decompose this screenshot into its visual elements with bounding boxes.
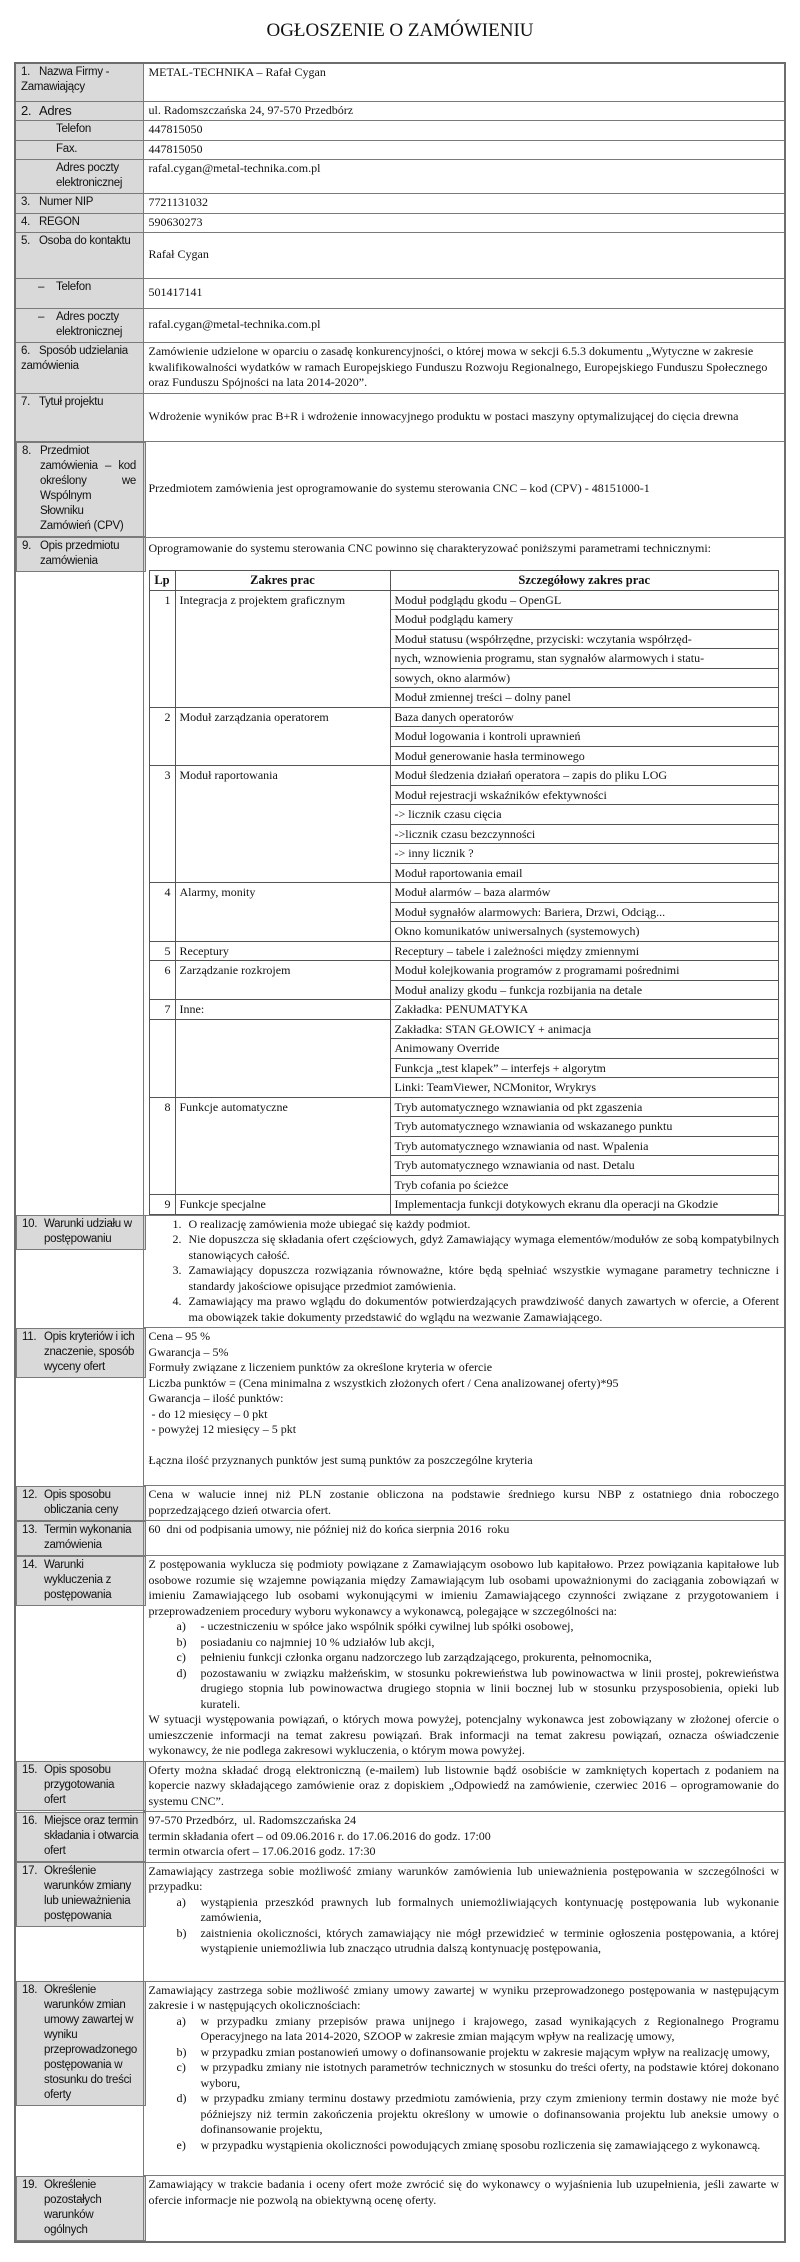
row-contract-changes xyxy=(15,1981,785,2176)
criteria-line: Gwarancja – ilość punktów: xyxy=(148,1391,284,1405)
dash-marker: – xyxy=(38,311,45,323)
row-address xyxy=(15,101,785,121)
label-text: Termin wykonania zamówienia xyxy=(44,1523,132,1551)
scope-lp: 8 xyxy=(149,1097,175,1195)
value-change-conditions xyxy=(143,1862,785,1981)
item-text: w przypadku zmian postanowień umowy o dofinansowanie projektu w zakresie mającym wpływ na realizację umowy, xyxy=(200,2044,770,2059)
label-submission-place xyxy=(16,1812,146,1862)
label-contact-person xyxy=(15,233,143,279)
scope-detail: Moduł podglądu gkodu – OpenGL xyxy=(390,590,779,610)
row-submission-place xyxy=(15,1812,785,1863)
label-contact-phone xyxy=(15,279,143,309)
label-text: Nazwa Firmy - Zamawiający xyxy=(21,66,110,93)
scope-detail: Okno komunikatów uniwersalnych (systemowych) xyxy=(390,922,779,942)
row-number: 4. xyxy=(21,215,30,228)
criteria-line: Gwarancja – 5% xyxy=(148,1344,229,1359)
scope-table-row xyxy=(149,590,779,610)
condition-item: 1. O realizację zamówienia może ubiegać się każdy podmiot. xyxy=(185,1217,780,1233)
label-line: Adres poczty xyxy=(56,162,119,174)
row-contact-person xyxy=(15,233,785,279)
row-number: 14. xyxy=(22,1558,38,1571)
item-text: w przypadku zmiany przepisów prawa unijnego i krajowego, zasad wynikających z Regionalnego Programu Operacyjnego na lata 2014-2020, SZOOP w zakresie zmian mającym wpływ na realizację umowy, xyxy=(200,2013,779,2043)
scope-table-row xyxy=(149,766,779,786)
row-participation-conditions xyxy=(15,1215,785,1328)
page-title: OGŁOSZENIE O ZAMÓWIENIU xyxy=(266,20,534,41)
label-text: Numer NIP xyxy=(39,196,94,208)
contract-changes-list xyxy=(149,2014,780,2154)
label-text: Sposób udzielania zamówienia xyxy=(21,345,128,372)
value-company-name: METAL-TECHNIKA – Rafał Cygan xyxy=(143,63,785,101)
submission-line: 97-570 Przedbórz, ul. Radomszczańska 24 xyxy=(148,1813,357,1827)
scope-detail: Moduł analizy gkodu – funkcja rozbijania na detale xyxy=(390,980,779,1000)
contract-change-item xyxy=(176,2044,780,2061)
exclusion-item xyxy=(176,1665,780,1713)
label-text: Opis sposobu przygotowania ofert xyxy=(44,1764,115,1806)
criteria-line: Liczba punktów = (Cena minimalna z wszystkich złożonych ofert / Cena analizowanej oferty)*95 xyxy=(148,1375,619,1390)
scope-detail: Tryb cofania po ścieżce xyxy=(390,1175,779,1195)
scope-detail: Zakładka: STAN GŁOWICY + animacja xyxy=(390,1019,779,1039)
scope-detail: Moduł śledzenia działań operatora – zapis do pliku LOG xyxy=(390,766,779,786)
label-text: Opis przedmiotu zamówienia xyxy=(40,540,120,567)
scope-detail: -> licznik czasu cięcia xyxy=(390,805,779,825)
label-contact-email xyxy=(15,309,143,343)
label-price-calc xyxy=(16,1486,146,1521)
item-marker: e) xyxy=(176,2137,186,2152)
scope-table-row xyxy=(149,1195,779,1215)
scope-lp: 9 xyxy=(149,1195,175,1215)
label-deadline xyxy=(16,1521,146,1556)
scope-lp: 7 xyxy=(149,1000,175,1020)
scope-detail: Moduł alarmów – baza alarmów xyxy=(390,883,779,903)
scope-lp: 2 xyxy=(149,707,175,766)
scope-table-row xyxy=(149,1000,779,1020)
label-text: Warunki wykluczenia z postępowania xyxy=(44,1558,112,1601)
label-text: Adres xyxy=(39,102,72,118)
scope-detail: nych, wznowienia programu, stan sygnałów alarmowych i statu- xyxy=(390,649,779,669)
row-number: 11. xyxy=(22,1330,37,1343)
scope-detail: Tryb automatycznego wznawiania od pkt zgaszenia xyxy=(390,1097,779,1117)
scope-table-row xyxy=(149,1019,779,1039)
exclusion-outro: W sytuacji występowania powiązań, o których mowa powyżej, potencjalny wykonawca jest zobowiązany w złożonej ofercie o umieszczenie informacji na temat zakresu powiązań. Brak informacji na temat zakresu powiązań, oznacza oświadczenie wykonawcy, że nie podlega zakresowi wykluczenia, o którym mowa powyżej. xyxy=(148,1712,779,1757)
label-other-conditions xyxy=(16,2176,146,2241)
row-price-calc xyxy=(15,1486,785,1521)
scope-table-row xyxy=(149,707,779,727)
item-marker: c) xyxy=(176,1650,186,1664)
value-contact-email[interactable] xyxy=(143,309,785,343)
item-marker: d) xyxy=(176,2091,187,2105)
value-project-title: Wdrożenie wyników prac B+R i wdrożenie innowacyjnego produktu w postaci maszyny optymalizującej do cięcia drewna xyxy=(143,393,785,441)
row-award-method xyxy=(15,343,785,394)
item-marker: a) xyxy=(176,1619,186,1633)
item-text: pełnieniu funkcji członka organu nadzorczego lub zarządzającego, prokurenta, pełnomocnika, xyxy=(200,1650,652,1664)
scope-detail: ->licznik czasu bezczynności xyxy=(390,824,779,844)
submission-line: termin składania ofert – od 09.06.2016 r. do 17.06.2016 do godz. 17:00 xyxy=(148,1828,491,1843)
exclusion-list xyxy=(149,1619,780,1712)
value-participation-conditions xyxy=(143,1215,785,1328)
scope-table-row xyxy=(149,941,779,961)
label-text: Określenie warunków zmiany lub unieważnienia postępowania xyxy=(44,1865,131,1922)
row-nip xyxy=(15,194,785,214)
value-exclusion xyxy=(143,1556,785,1762)
item-text: pozostawaniu w związku małżeńskim, w stosunku pokrewieństwa lub powinowactwa w linii prostej, pokrewieństwa drugiego stopnia lub powinowactwa drugiego stopnia w linii bocznej lub w stosunku przysposobienia, opieki lub kurateli. xyxy=(200,1665,779,1711)
row-number: 9. xyxy=(22,540,31,552)
row-subject-cpv xyxy=(15,441,785,537)
row-number: 10. xyxy=(22,1218,38,1230)
criteria-line: - powyżej 12 miesięcy – 5 pkt xyxy=(148,1422,297,1436)
row-number: 8. xyxy=(22,444,31,457)
row-number: 17. xyxy=(22,1865,38,1877)
label-criteria xyxy=(16,1328,146,1378)
label-email xyxy=(15,160,143,194)
row-fax xyxy=(15,140,785,160)
label-text: Miejsce oraz termin składania i otwarcia ofert xyxy=(44,1814,139,1857)
scope-detail: Moduł zmiennej treści – dolny panel xyxy=(390,688,779,708)
row-number: 1. xyxy=(21,66,30,78)
scope-detail: Receptury – tabele i zależności między zmiennymi xyxy=(390,941,779,961)
row-number: 19. xyxy=(22,2178,38,2191)
email-link[interactable]: rafal.cygan@metal-technika.com.pl xyxy=(148,317,321,332)
scope-detail: Moduł logowania i kontroli uprawnień xyxy=(390,727,779,747)
scope-lp: 3 xyxy=(149,766,175,883)
value-price-calc: Cena w walucie innej niż PLN zostanie obliczona na podstawie średniego kursu NBP z ostatniego dnia roboczego poprzedzającego dzień otwarcia ofert. xyxy=(143,1486,785,1521)
label-award-method xyxy=(15,343,143,394)
value-email[interactable] xyxy=(143,160,785,194)
change-intro: Zamawiający zastrzega sobie możliwość zmiany warunków zamówienia lub unieważnienia postępowania w szczególności w przypadku: xyxy=(148,1863,779,1893)
scope-detail: Moduł kolejkowania programów z programami pośrednimi xyxy=(390,961,779,981)
value-contact-person: Rafał Cygan xyxy=(143,233,785,279)
description-intro: Oprogramowanie do systemu sterowania CNC powinno się charakteryzować poniższymi parametrami technicznymi: xyxy=(148,540,711,555)
item-marker: b) xyxy=(176,2044,187,2059)
label-nip xyxy=(15,194,143,214)
change-list xyxy=(149,1895,780,1957)
exclusion-item xyxy=(176,1619,780,1635)
label-text: Warunki udziału w postępowaniu xyxy=(44,1218,132,1245)
row-project-title xyxy=(15,393,785,441)
row-phone xyxy=(15,121,785,141)
scope-detail: sowych, okno alarmów) xyxy=(390,668,779,688)
scope-detail: -> inny licznik ? xyxy=(390,844,779,864)
item-text: w przypadku zmiany nie istotnych parametrów technicznych w stosunku do treści oferty, na podstawie której dokonano wyboru, xyxy=(200,2060,779,2090)
contract-change-item xyxy=(176,2091,780,2138)
row-number: 3. xyxy=(21,196,30,208)
label-text: Telefon xyxy=(56,281,91,293)
scope-detail: Implementacja funkcji dotykowych ekranu dla operacji na Gkodzie xyxy=(390,1195,779,1215)
label-text: Tytuł projektu xyxy=(39,395,104,408)
header-lp: Lp xyxy=(149,571,175,591)
value-nip: 7721131032 xyxy=(143,194,785,214)
scope-detail: Zakładka: PENUMATYKA xyxy=(390,1000,779,1020)
value-offer-preparation: Oferty można składać drogą elektroniczną (e-mailem) lub listownie bądź osobiście w zamkniętych kopertach z podaniem na kopercie nazwy składającego zamówienie oraz z dopiskiem „Odpowiedź na zamówienie, czerwiec 2016 – oprogramowanie do systemu CNC”. xyxy=(143,1761,785,1812)
scope-name: Funkcje specjalne xyxy=(175,1195,390,1215)
scope-lp: 1 xyxy=(149,590,175,707)
item-marker: b) xyxy=(176,1634,187,1649)
scope-name: Moduł zarządzania operatorem xyxy=(175,707,390,766)
item-marker: d) xyxy=(176,1665,187,1680)
scope-lp: 6 xyxy=(149,961,175,1000)
value-other-conditions: Zamawiający w trakcie badania i oceny ofert może zwrócić się do wykonawcy o wyjaśnienia lub uzupełnienia, jeśli zawarte w ofercie informacje nie pozwolą na obiektywną ocenę oferty. xyxy=(143,2176,785,2242)
scope-detail: Funkcja „test klapek” – interfejs + algorytm xyxy=(390,1058,779,1078)
row-change-conditions xyxy=(15,1862,785,1981)
item-marker: c) xyxy=(176,2060,186,2074)
value-deadline: 60 dni od podpisania umowy, nie później niż do końca sierpnia 2016 roku xyxy=(143,1521,785,1556)
row-company-name xyxy=(15,63,785,101)
value-phone: 447815050 xyxy=(143,121,785,141)
scope-table-row xyxy=(149,1097,779,1117)
scope-table-row xyxy=(149,961,779,981)
scope-detail: Tryb automatycznego wznawiania od nast. Detalu xyxy=(390,1156,779,1176)
item-text: wystąpienia przeszkód prawnych lub formalnych uniemożliwiających kontynuację postępowania lub wykonanie zamówienia, xyxy=(200,1894,779,1924)
label-company-name xyxy=(15,63,143,101)
row-number: 18. xyxy=(22,1984,38,1996)
label-text: Adres poczty xyxy=(56,311,119,323)
scope-name: Integracja z projektem graficznym xyxy=(175,590,390,707)
label-text: Przedmiot zamówienia – kod określony we Wspólnym Słowniku Zamówień (CPV) xyxy=(40,444,136,532)
row-number: 7. xyxy=(21,395,30,408)
change-item xyxy=(176,1925,780,1957)
contract-change-item xyxy=(176,2137,780,2154)
condition-item: 2. Nie dopuszcza się składania ofert częściowych, gdyż Zamawiający wymaga elementów/modułów ze sobą kompatybilnych stanowiących całość. xyxy=(185,1232,780,1263)
scope-name: Zarządzanie rozkrojem xyxy=(175,961,390,1000)
scope-name: Alarmy, monity xyxy=(175,883,390,942)
value-subject-cpv: Przedmiotem zamówienia jest oprogramowanie do systemu sterowania CNC – kod (CPV) - 48151000-1 xyxy=(143,441,785,537)
row-contact-email xyxy=(15,309,785,343)
item-text: zaistnienia okoliczności, których zamawiający nie mógł przewidzieć w terminie ogłoszenia postępowania, a której wystąpienie uniemożliwia lub znacząco utrudnia dalszą kontynuację postępowania, xyxy=(200,1925,779,1955)
conditions-list xyxy=(149,1217,780,1326)
row-regon xyxy=(15,213,785,233)
row-number: 12. xyxy=(22,1488,38,1501)
item-marker: a) xyxy=(176,2013,186,2028)
scope-detail: Baza danych operatorów xyxy=(390,707,779,727)
item-text: - uczestniczeniu w spółce jako wspólnik spółki cywilnej lub spółki osobowej, xyxy=(200,1619,574,1633)
label-participation-conditions xyxy=(16,1215,146,1250)
contract-change-item xyxy=(176,2013,780,2045)
scope-name: Receptury xyxy=(175,941,390,961)
scope-table-row xyxy=(149,883,779,903)
scope-lp: 4 xyxy=(149,883,175,942)
criteria-summary: Łączna ilość przyznanych punktów jest sumą punktów za poszczególne kryteria xyxy=(148,1452,533,1467)
item-marker: b) xyxy=(176,1925,187,1940)
value-contact-phone: 501417141 xyxy=(143,279,785,309)
dash-marker: – xyxy=(38,281,45,293)
value-description xyxy=(143,537,785,1215)
label-phone: Telefon xyxy=(15,121,143,141)
label-text: Osoba do kontaktu xyxy=(39,235,131,247)
label-subject-cpv xyxy=(16,442,146,537)
row-number: 15. xyxy=(22,1764,38,1776)
criteria-line: Cena – 95 % xyxy=(148,1329,211,1343)
scope-detail: Animowany Override xyxy=(390,1039,779,1059)
value-criteria xyxy=(143,1328,785,1486)
scope-name: Inne: xyxy=(175,1000,390,1020)
row-description xyxy=(15,537,785,1215)
notice-table xyxy=(14,62,786,2243)
value-address: ul. Radomszczańska 24, 97-570 Przedbórz xyxy=(143,101,785,121)
scope-name: Moduł raportowania xyxy=(175,766,390,883)
scope-detail: Moduł podglądu kamery xyxy=(390,610,779,630)
item-text: w przypadku zmiany terminu dostawy przedmiotu zamówienia, przy czym zmieniony termin dostawy nie może być późniejszy niż termin zakończenia projektu określony w umowie o dofinansowania projektu lub aneksie umowy o dofinansowanie projektu, xyxy=(200,2091,779,2136)
value-regon: 590630273 xyxy=(143,213,785,233)
item-marker: a) xyxy=(176,1894,186,1909)
contract-change-item xyxy=(176,2060,780,2091)
row-contact-phone xyxy=(15,279,785,309)
label-description xyxy=(16,537,146,572)
label-change-conditions xyxy=(16,1862,146,1927)
label-project-title xyxy=(15,393,143,441)
scope-detail: Tryb automatycznego wznawiania od nast. Wpalenia xyxy=(390,1136,779,1156)
label-fax: Fax. xyxy=(15,140,143,160)
label-text: REGON xyxy=(39,215,80,228)
scope-detail: Moduł raportowania email xyxy=(390,863,779,883)
row-other-conditions xyxy=(15,2176,785,2242)
scope-name: Funkcje automatyczne xyxy=(175,1097,390,1195)
submission-line: termin otwarcia ofert – 17.06.2016 godz. 17:30 xyxy=(148,1844,376,1858)
label-offer-preparation xyxy=(16,1761,146,1811)
row-number: 16. xyxy=(22,1814,38,1827)
label-text: Określenie pozostałych warunków ogólnych xyxy=(44,2178,102,2236)
row-number: 2. xyxy=(21,102,32,118)
row-number: 5. xyxy=(21,235,30,247)
value-submission-place xyxy=(143,1812,785,1863)
row-number: 13. xyxy=(22,1523,38,1536)
scope-table xyxy=(149,570,780,1215)
scope-detail: Moduł sygnałów alarmowych: Bariera, Drzwi, Odciąg... xyxy=(390,902,779,922)
label-text: Opis kryteriów i ich znaczenie, sposób wyceny ofert xyxy=(44,1330,135,1373)
criteria-line: - do 12 miesięcy – 0 pkt xyxy=(148,1406,268,1421)
condition-item: 4. Zamawiający ma prawo wglądu do dokumentów potwierdzających prawdziwość danych zawartych w ofercie, a Oferent ma obowiązek takie dokumenty przedstawić do wglądu na wezwanie Zamawiającego. xyxy=(185,1294,780,1325)
condition-item: 3. Zamawiający dopuszcza rozwiązania równoważne, które będą spełniać wszystkie wymagane parametry techniczne i standardy jakościowe opisujące przedmiot zamówienia. xyxy=(185,1263,780,1294)
value-award-method: Zamówienie udzielone w oparciu o zasadę konkurencyjności, o której mowa w sekcji 6.5.3 dokumentu „Wytyczne w zakresie kwalifikowalności wydatków w ramach Europejskiego Funduszu Rozwoju Regionalnego, Europejskiego Funduszu Społecznego oraz Funduszu Spójności na lata 2014-2020”. xyxy=(143,343,785,394)
scope-detail: Moduł rejestracji wskaźników efektywności xyxy=(390,785,779,805)
row-email xyxy=(15,160,785,194)
exclusion-intro: Z postępowania wyklucza się podmioty powiązane z Zamawiającym osobowo lub kapitałowo. Przez powiązania kapitałowe lub osobowe rozumie się wzajemne powiązania między Zamawiającym lub osobami upoważnionymi do zaciągania zobowiązań w imieniu Zamawiającego lub osobami wykonującymi w imieniu Zamawiającego czynności związane z przygotowaniem i przeprowadzeniem procedury wyboru wykonawcy a wykonawcą, polegające w szczególności na: xyxy=(148,1557,779,1618)
row-offer-preparation xyxy=(15,1761,785,1812)
criteria-line: Formuły związane z liczeniem punktów za określone kryteria w ofercie xyxy=(148,1360,493,1374)
item-text: posiadaniu co najmniej 10 % udziałów lub akcji, xyxy=(200,1634,435,1649)
scope-detail: Tryb automatycznego wznawiania od wskazanego punktu xyxy=(390,1117,779,1137)
row-exclusion xyxy=(15,1556,785,1762)
label-text: elektronicznej xyxy=(56,326,123,338)
label-address xyxy=(15,101,143,121)
scope-detail: Moduł statusu (współrzędne, przyciski: wczytania współrzęd- xyxy=(390,629,779,649)
change-item xyxy=(176,1894,780,1926)
exclusion-item xyxy=(176,1634,780,1651)
scope-table-header xyxy=(149,571,779,591)
email-link[interactable]: rafal.cygan@metal-technika.com.pl xyxy=(148,161,321,175)
row-criteria xyxy=(15,1328,785,1486)
label-contract-changes xyxy=(16,1981,146,2106)
scope-detail: Moduł generowanie hasła terminowego xyxy=(390,746,779,766)
header-scope: Zakres prac xyxy=(175,571,390,591)
label-line: elektronicznej xyxy=(56,177,123,189)
row-deadline xyxy=(15,1521,785,1556)
exclusion-item xyxy=(176,1650,780,1666)
label-regon xyxy=(15,213,143,233)
item-text: w przypadku wystąpienia okoliczności powodujących zmianę sposobu rozliczenia się zamawiającego z wykonawcą. xyxy=(200,2137,761,2152)
label-text: Określenie warunków zmian umowy zawartej w wyniku przeprowadzonego postępowania w stosunku do treści oferty xyxy=(44,1984,138,2101)
label-text: Opis sposobu obliczania ceny xyxy=(44,1488,119,1516)
value-fax: 447815050 xyxy=(143,140,785,160)
value-contract-changes xyxy=(143,1981,785,2176)
scope-lp xyxy=(149,1019,175,1097)
contract-changes-intro: Zamawiający zastrzega sobie możliwość zmiany umowy zawartej w wyniku przeprowadzonego postępowania w następującym zakresie i w następujących okolicznościach: xyxy=(148,1982,779,2012)
header-details: Szczegółowy zakres prac xyxy=(390,571,779,591)
row-number: 6. xyxy=(21,345,30,357)
scope-name xyxy=(175,1019,390,1097)
scope-lp: 5 xyxy=(149,941,175,961)
scope-detail: Linki: TeamViewer, NCMonitor, Wrykrys xyxy=(390,1078,779,1098)
label-exclusion xyxy=(16,1556,146,1606)
